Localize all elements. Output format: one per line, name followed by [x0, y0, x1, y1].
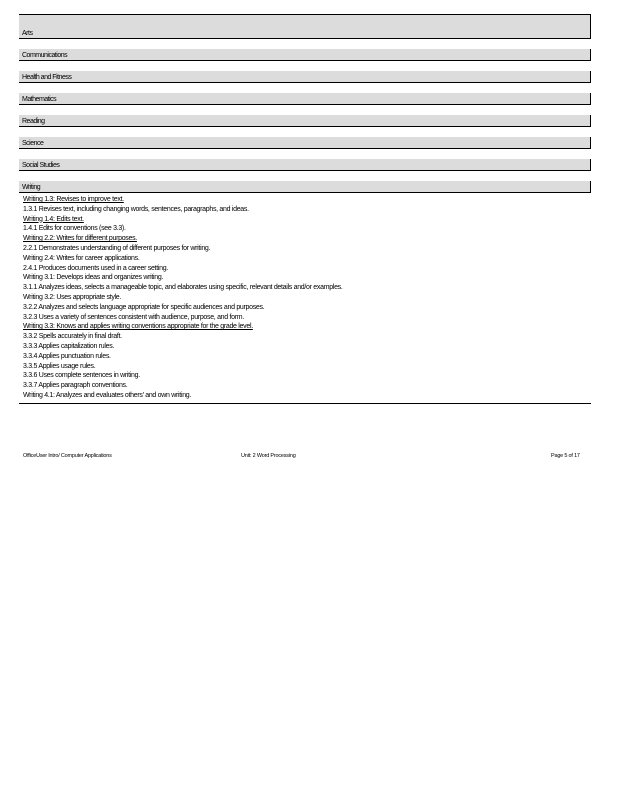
section-label: Communications — [22, 52, 68, 59]
standard-line: Writing 3.2: Uses appropriate style. — [23, 293, 122, 301]
section-social-studies — [19, 159, 591, 171]
section-label: Social Studies — [22, 162, 60, 169]
standard-line: 2.2.1 Demonstrates understanding of different purposes for writing. — [23, 244, 211, 252]
section-communications — [19, 49, 591, 61]
standard-line: 2.4.1 Produces documents used in a career setting. — [23, 264, 168, 272]
section-mathematics — [19, 93, 591, 105]
standard-line: 3.3.4 Applies punctuation rules. — [23, 352, 111, 360]
standard-line: 3.3.5 Applies usage rules. — [23, 362, 96, 370]
writing-standards-list — [19, 195, 591, 401]
standards-table — [19, 14, 591, 401]
section-label: Arts — [22, 30, 33, 37]
standard-line: Writing 3.3: Knows and applies writing conventions appropriate for the grade level. — [23, 323, 253, 331]
standard-line: Writing 1.4: Edits text. — [23, 215, 84, 223]
section-label: Health and Fitness — [22, 74, 72, 81]
footer-unit: Unit: 2 Word Processing — [241, 453, 296, 459]
standard-line: Writing 3.1: Develops ideas and organizes writing. — [23, 274, 164, 282]
section-health-fitness — [19, 71, 591, 83]
standard-line: Writing 1.3: Revises to improve text. — [23, 196, 124, 203]
standard-line: 3.1.1 Analyzes ideas, selects a manageable topic, and elaborates using specific, relevant details and/or examples. — [23, 284, 343, 292]
standard-line: 3.2.2 Analyzes and selects language appropriate for specific audiences and purposes. — [23, 303, 265, 311]
section-label: Mathematics — [22, 96, 57, 103]
section-arts — [19, 15, 591, 39]
section-label: Writing — [22, 184, 41, 191]
section-science — [19, 137, 591, 149]
section-label: Reading — [22, 118, 45, 125]
standard-line: 3.3.2 Spells accurately in final draft. — [23, 333, 122, 341]
standard-line: Writing 2.2: Writes for different purposes. — [23, 235, 137, 243]
standard-line: 3.3.7 Applies paragraph conventions. — [23, 382, 128, 390]
footer-page-number: Page 5 of 17 — [551, 453, 580, 459]
standard-line: 1.3.1 Revises text, including changing words, sentences, paragraphs, and ideas. — [23, 205, 249, 213]
standard-line: Writing 4.1: Analyzes and evaluates others' and own writing. — [23, 391, 192, 399]
section-label: Science — [22, 140, 44, 147]
standard-line: 1.4.1 Edits for conventions (see 3.3). — [23, 225, 126, 233]
section-writing — [19, 181, 591, 193]
divider — [19, 403, 591, 404]
standard-line: 3.3.6 Uses complete sentences in writing. — [23, 372, 140, 380]
section-reading — [19, 115, 591, 127]
standard-line: 3.2.3 Uses a variety of sentences consistent with audience, purpose, and form. — [23, 313, 244, 321]
footer-course: OfficeUser Intro/ Computer Applications — [23, 453, 112, 459]
standard-line: Writing 2.4: Writes for career applications. — [23, 254, 140, 262]
standard-line: 3.3.3 Applies capitalization rules. — [23, 342, 115, 350]
